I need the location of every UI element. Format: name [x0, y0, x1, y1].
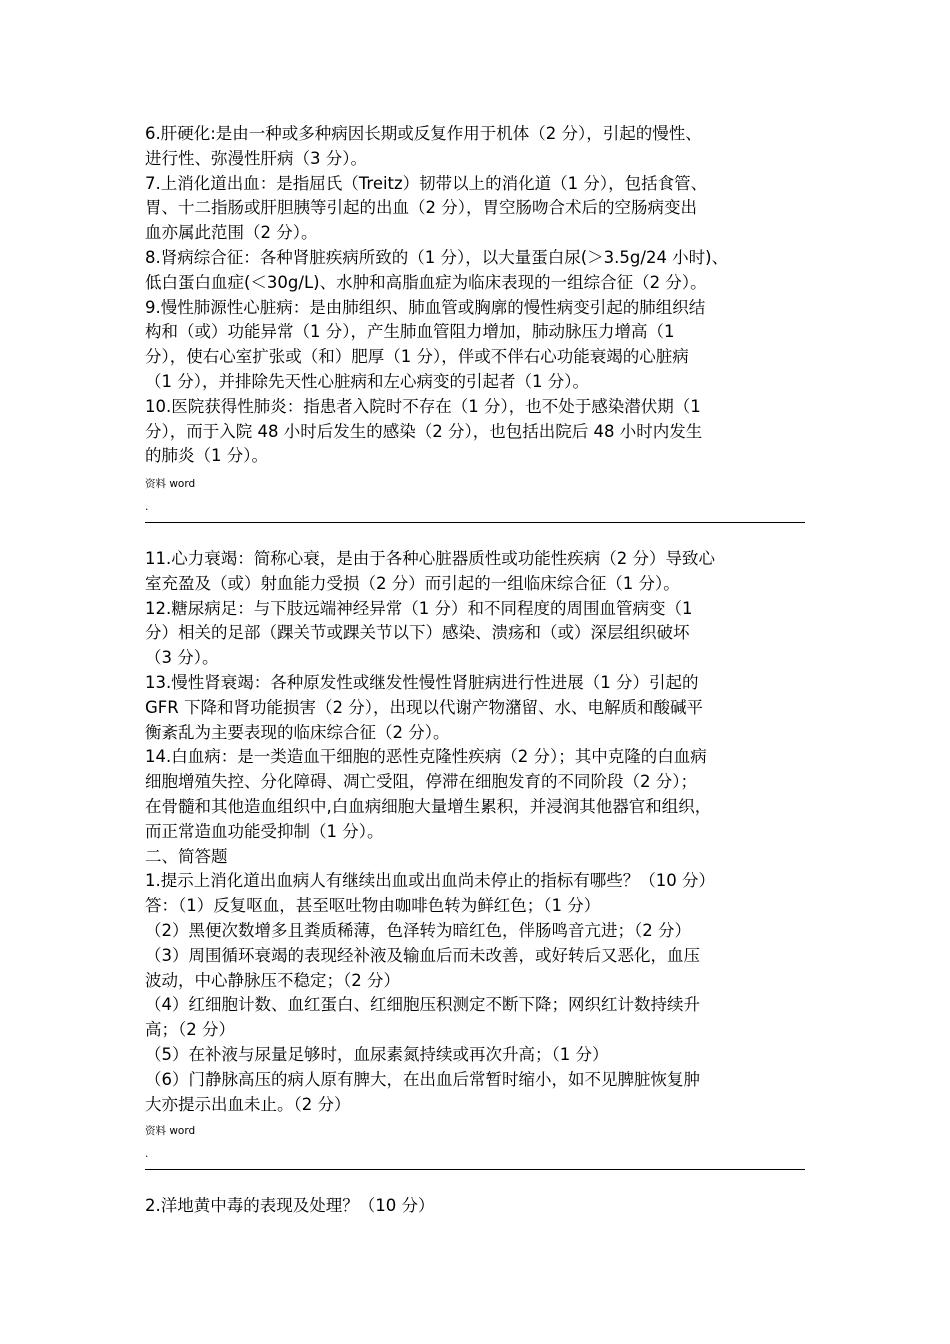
answer-line: （2）黑便次数增多且粪质稀薄，色泽转为暗红色，伴肠鸣音亢进；（2 分）	[145, 920, 691, 940]
section-heading: 二、简答题	[145, 846, 228, 866]
text-line: 14.白血病：是一类造血干细胞的恶性克隆性疾病（2 分）；其中克隆的白血病	[145, 747, 707, 767]
answer-line: （6）门静脉高压的病人原有脾大，在出血后常暂时缩小，如不见脾脏恢复肿	[145, 1069, 700, 1089]
glossary-block-2	[145, 547, 835, 1117]
text-line: 室充盈及（或）射血能力受损（2 分）而引起的一组临床综合征（1 分）。	[145, 573, 680, 593]
text-line: GFR 下降和肾功能损害（2 分），出现以代谢产物潴留、水、电解质和酸碱平	[145, 697, 703, 717]
answer-line: 答：（1）反复呕血，甚至呕吐物由咖啡色转为鲜红色；（1 分）	[145, 896, 601, 916]
text-line: 12.糖尿病足：与下肢远端神经异常（1 分）和不同程度的周围血管病变（1	[145, 598, 693, 618]
text-line: 胃、十二指肠或肝胆胰等引起的出血（2 分），胃空肠吻合术后的空肠病变出	[145, 198, 697, 218]
glossary-block-1	[145, 122, 835, 469]
text-line: 8.肾病综合征：各种肾脏疾病所致的（1 分），以大量蛋白尿(＞3.5g/24 小时)、	[145, 247, 729, 267]
text-line: 而正常造血功能受抑制（1 分）。	[145, 821, 384, 841]
text-line: 分），而于入院 48 小时后发生的感染（2 分），也包括出院后 48 小时内发生	[145, 421, 703, 441]
text-line: 6.肝硬化:是由一种或多种病因长期或反复作用于机体（2 分），引起的慢性、	[145, 124, 702, 143]
question-line: 1.提示上消化道出血病人有继续出血或出血尚未停止的指标有哪些？（10 分）	[145, 871, 715, 891]
answer-line: （5）在补液与尿量足够时，血尿素氮持续或再次升高；（1 分）	[145, 1044, 609, 1064]
answer-line: （4）红细胞计数、血红蛋白、红细胞压积测定不断下降；网织红计数持续升	[145, 995, 700, 1015]
text-line: 细胞增殖失控、分化障碍、凋亡受阻，停滞在细胞发育的不同阶段（2 分）；	[145, 772, 697, 792]
text-line: 低白蛋白血症(＜30g/L)、水肿和高脂血症为临床表现的一组综合征（2 分）。	[145, 272, 707, 292]
text-line: 7.上消化道出血：是指屈氏（Treitz）韧带以上的消化道（1 分），包括食管、	[145, 173, 708, 193]
page-footer-label: 资料 word	[145, 1125, 196, 1137]
text-line: （3 分）。	[145, 648, 219, 668]
text-line: 分），使右心室扩张或（和）肥厚（1 分），伴或不伴右心功能衰竭的心脏病	[145, 347, 689, 367]
text-line: 11.心力衰竭：简称心衰，是由于各种心脏器质性或功能性疾病（2 分）导致心	[145, 549, 715, 568]
text-line: （1 分），并排除先天性心脏病和左心病变的引起者（1 分）。	[145, 371, 589, 391]
answer-line: 波动，中心静脉压不稳定；（2 分）	[145, 970, 400, 990]
page-footer-dot: .	[145, 501, 149, 513]
answer-line: 大亦提示出血未止。（2 分）	[145, 1094, 351, 1114]
text-line: 10.医院获得性肺炎：指患者入院时不存在（1 分），也不处于感染潜伏期（1	[145, 396, 701, 416]
question-line: 2.洋地黄中毒的表现及处理？（10 分）	[145, 1196, 435, 1215]
text-line: 在骨髓和其他造血组织中,白血病细胞大量增生累积，并浸润其他器官和组织，	[145, 796, 712, 816]
page-footer-dot: .	[145, 1148, 149, 1160]
page-divider	[145, 1169, 805, 1170]
text-line: 9.慢性肺源性心脏病：是由肺组织、肺血管或胸廓的慢性病变引起的肺组织结	[145, 297, 706, 317]
text-line: 衡紊乱为主要表现的临床综合征（2 分）。	[145, 722, 450, 742]
text-line: 分）相关的足部（踝关节或踝关节以下）感染、溃疡和（或）深层组织破坏	[145, 623, 690, 643]
question-block	[145, 1194, 835, 1219]
page-footer-label: 资料 word	[145, 478, 196, 490]
text-line: 13.慢性肾衰竭：各种原发性或继发性慢性肾脏病进行性进展（1 分）引起的	[145, 672, 699, 692]
page-divider	[145, 522, 805, 523]
text-line: 进行性、弥漫性肝病（3 分）。	[145, 148, 367, 168]
answer-line: 高；（2 分）	[145, 1020, 235, 1040]
text-line: 血亦属此范围（2 分）。	[145, 223, 318, 243]
text-line: 构和（或）功能异常（1 分），产生肺血管阻力增加，肺动脉压力增高（1	[145, 322, 675, 342]
text-line: 的肺炎（1 分）。	[145, 446, 268, 466]
answer-line: （3）周围循环衰竭的表现经补液及输血后而未改善，或好转后又恶化，血压	[145, 945, 700, 965]
